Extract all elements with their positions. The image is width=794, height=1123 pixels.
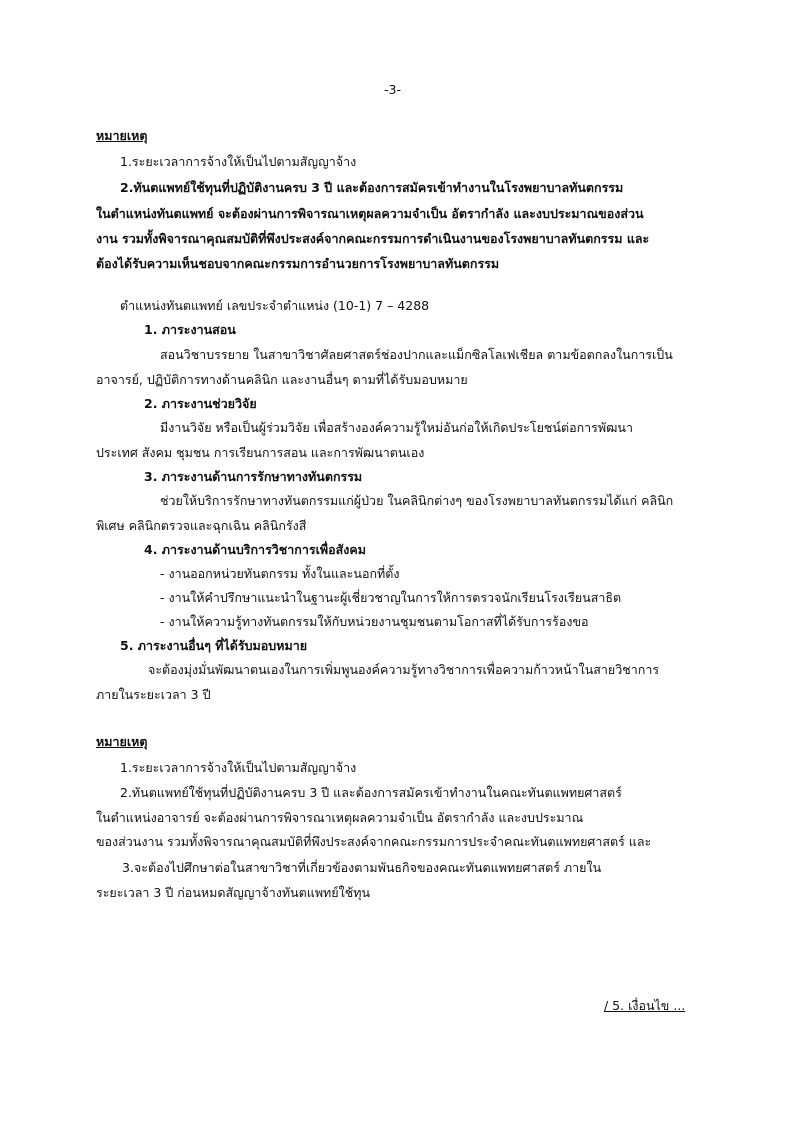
duty2-line2: ประเทศ สังคม ชุมชน การเรียนการสอน และการพัฒนาตนเอง — [96, 445, 425, 460]
continuation-marker: / 5. เงื่อนไข ... — [604, 998, 686, 1013]
note2-item3-line2: ระยะเวลา 3 ปี ก่อนหมดสัญญาจ้างทันตแพทย์ใช้ทุน — [96, 885, 370, 900]
note1-heading: หมายเหตุ — [96, 128, 148, 143]
note1-item2-line2: ในตำแหน่งทันตแพทย์ จะต้องผ่านการพิจารณาเหตุผลความจำเป็น อัตรากำลัง และงบประมาณของส่วน — [96, 206, 644, 221]
note2-item1: 1.ระยะเวลาการจ้างให้เป็นไปตามสัญญาจ้าง — [120, 760, 357, 775]
duty4-line2: - งานให้คำปรึกษาแนะนำในฐานะผู้เชี่ยวชาญในการให้การตรวจนักเรียนโรงเรียนสาธิต — [160, 590, 622, 605]
note2-item3-line1: 3.จะต้องไปศึกษาต่อในสาขาวิชาที่เกี่ยวข้องตามพันธกิจของคณะทันตแพทยศาสตร์ ภายใน — [122, 860, 602, 875]
note1-item2-line4: ต้องได้รับความเห็นชอบจากคณะกรรมการอำนวยการโรงพยาบาลทันตกรรม — [96, 256, 500, 271]
note1-item2-line1: 2.ทันตแพทย์ใช้ทุนที่ปฏิบัติงานครบ 3 ปี และต้องการสมัครเข้าทำงานในโรงพยาบาลทันตกรรม — [120, 180, 624, 195]
note2-heading: หมายเหตุ — [96, 734, 148, 749]
duty2-line1: มีงานวิจัย หรือเป็นผู้ร่วมวิจัย เพื่อสร้างองค์ความรู้ใหม่อันก่อให้เกิดประโยชน์ต่อการพัฒนา — [160, 420, 633, 435]
duty5-line2: ภายในระยะเวลา 3 ปี — [96, 687, 211, 702]
duty1-line2: อาจารย์, ปฏิบัติการทางด้านคลินิก และงานอื่นๆ ตามที่ได้รับมอบหมาย — [96, 372, 468, 387]
duty3-heading: 3. ภาระงานด้านการรักษาทางทันตกรรม — [144, 469, 363, 484]
note2-item2-line1: 2.ทันตแพทย์ใช้ทุนที่ปฏิบัติงานครบ 3 ปี และต้องการสมัครเข้าทำงานในคณะทันตแพทยศาสตร์ — [120, 785, 622, 800]
duty4-heading: 4. ภาระงานด้านบริการวิชาการเพื่อสังคม — [144, 542, 366, 557]
note1-item2-line3: งาน รวมทั้งพิจารณาคุณสมบัติที่พึงประสงค์จากคณะกรรมการดำเนินงานของโรงพยาบาลทันตกรรม และ — [96, 231, 650, 246]
duty5-heading: 5. ภาระงานอื่นๆ ที่ได้รับมอบหมาย — [120, 638, 308, 653]
duty2-heading: 2. ภาระงานช่วยวิจัย — [144, 396, 257, 411]
page-number: -3- — [384, 82, 401, 97]
duty3-line1: ช่วยให้บริการรักษาทางทันตกรรมแก่ผู้ป่วย ในคลินิกต่างๆ ของโรงพยาบาลทันตกรรมได้แก่ คลินิก — [160, 493, 674, 508]
duty5-line1: จะต้องมุ่งมั่นพัฒนาตนเองในการเพิ่มพูนองค์ความรู้ทางวิชาการเพื่อความก้าวหน้าในสายวิชาการ — [148, 662, 660, 677]
duty4-line1: - งานออกหน่วยทันตกรรม ทั้งในและนอกที่ตั้ง — [160, 566, 400, 581]
duty1-line1: สอนวิชาบรรยาย ในสาขาวิชาศัลยศาสตร์ช่องปากและแม็กซิลโลเฟเชียล ตามข้อตกลงในการเป็น — [160, 347, 673, 362]
duty3-line2: พิเศษ คลินิกตรวจและฉุกเฉิน คลินิกรังสี — [96, 518, 307, 533]
note2-item2-line2: ในตำแหน่งอาจารย์ จะต้องผ่านการพิจารณาเหตุผลความจำเป็น อัตรากำลัง และงบประมาณ — [96, 810, 584, 825]
note1-item1: 1.ระยะเวลาการจ้างให้เป็นไปตามสัญญาจ้าง — [120, 154, 357, 169]
duty1-heading: 1. ภาระงานสอน — [144, 322, 236, 337]
duty4-line3: - งานให้ความรู้ทางทันตกรรมให้กับหน่วยงานชุมชนตามโอกาสที่ได้รับการร้องขอ — [160, 614, 589, 629]
note2-item2-line3: ของส่วนงาน รวมทั้งพิจารณาคุณสมบัติที่พึงประสงค์จากคณะกรรมการประจำคณะทันตแพทยศาสตร์ และ — [96, 834, 652, 849]
position-title: ตำแหน่งทันตแพทย์ เลขประจำตำแหน่ง (10-1) 7 – 4288 — [120, 298, 430, 313]
